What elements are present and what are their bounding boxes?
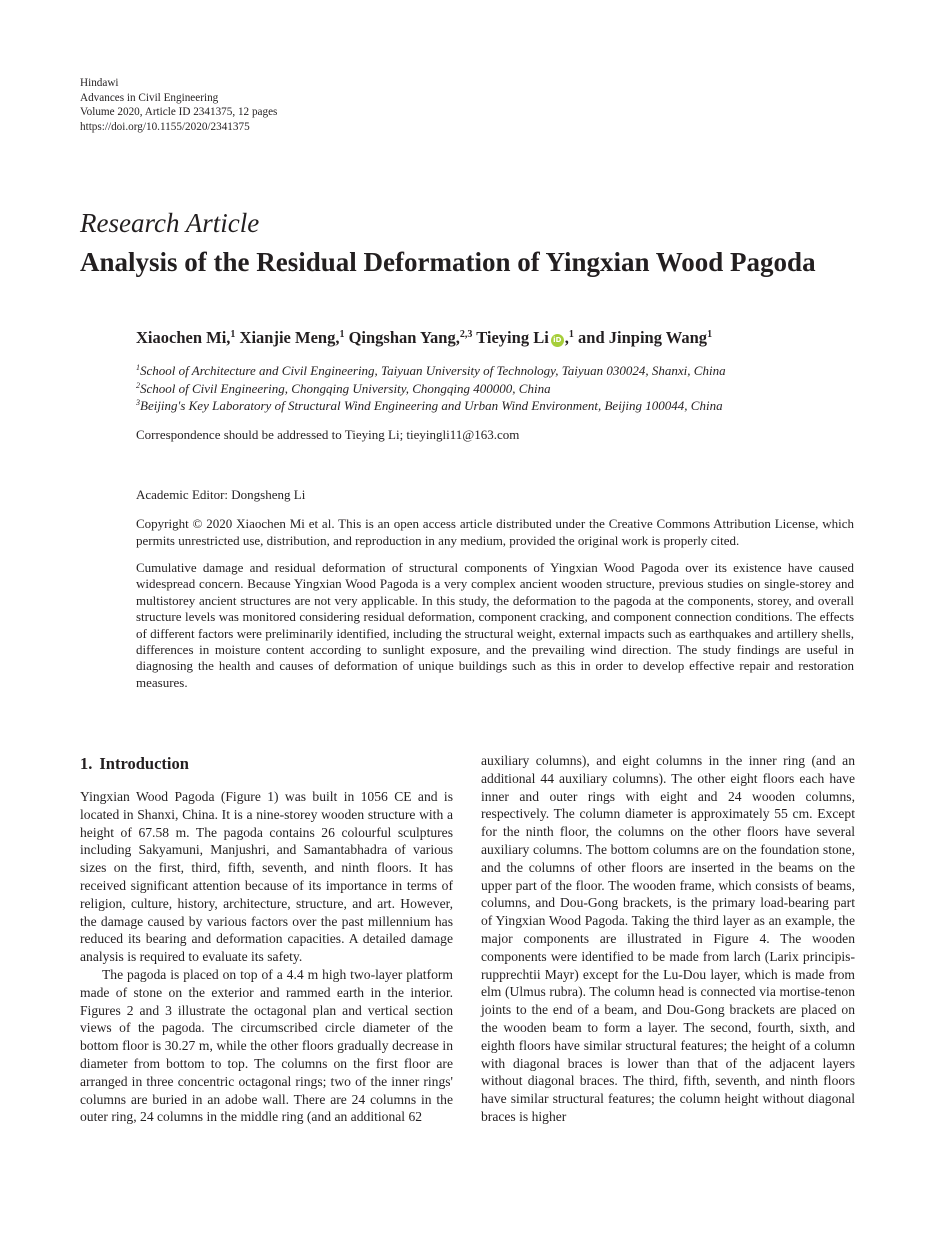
body-paragraph: The pagoda is placed on top of a 4.4 m high two-layer platform made of stone on the exterior and rammed earth in the interior. Figures 2 and 3 illustrate the octagonal plan and vertical section views of the pagoda. The circumscribed circle diameter of the bottom floor is 30.27 m, while the other floors gradually decrease in diameter from bottom to top. The columns on the first floor are arranged in three concentric octagonal rings; two of the inner rings' columns are buried in an adobe wall. There are 24 columns in the outer ring, 24 columns in the middle ring (and an additional 62 xyxy=(80,966,453,1125)
volume-info: Volume 2020, Article ID 2341375, 12 pages xyxy=(80,106,278,119)
affiliations xyxy=(136,362,726,415)
author: Xianjie Meng,$^1$ xyxy=(239,328,345,347)
article-title: Analysis of the Residual Deformation of Yingxian Wood Pagoda xyxy=(80,247,816,277)
journal-name: Advances in Civil Engineering xyxy=(80,91,219,104)
abstract: Cumulative damage and residual deformation of structural components of Yingxian Wood Pagoda over its existence have caused widespread concern. Because Yingxian Wood Pagoda is a very complex ancient wooden structure, previous studies on single-storey and multistorey ancient structures are not very applicable. In this study, the deformation to the pagoda at the components, storey, and overall structure levels was monitored considering residual deformation, component cracking, and component connection conditions. The effects of different factors were preliminarily identified, including the structural weight, external impacts such as earthquakes and artillery shells, differences in moisture content according to sunlight exposure, and the prevailing wind direction. The study findings are useful in diagnosing the health and causes of deformation of unique buildings such as this in order to develop effective repair and restoration measures. xyxy=(136,560,854,690)
affiliation: $^3$Beijing's Key Laboratory of Structural Wind Engineering and Urban Wind Environment, Beijing 100044, China xyxy=(136,398,723,413)
affiliation: $^2$School of Civil Engineering, Chongqing University, Chongqing 400000, China xyxy=(136,380,551,396)
author-list xyxy=(136,326,712,350)
author: Xiaochen Mi,$^1$ xyxy=(136,328,236,347)
body-paragraph: auxiliary columns), and eight columns in the inner ring (and an additional 44 auxiliary columns). The other eight floors each have inner and outer rings with eight and 24 wooden columns, respectively. The column diameter is approximately 55 cm. Except for the ninth floor, the columns on the other floors have several auxiliary columns. The bottom columns are on the foundation stone, and the columns of other floors are inserted in the beams on the upper part of the floor. The wooden frame, which consists of beams, columns, and Dou-Gong brackets, is the primary load-bearing part of Yingxian Wood Pagoda. Taking the third layer as an example, the major components are illustrated in Figure 4. The wooden components were identified to be made from larch (Larix principis-rupprechtii Mayr) except for the Lu-Dou layer, which is made from elm (Ulmus rubra). The column head is connected via mortise-tenon joints to the end of a beam, and Dou-Gong brackets are placed on the wooden beam to form a layer. The second, fourth, sixth, and eighth floors have similar structural features; the height of a column with diagonal braces is lower than that of the adjacent layers without diagonal braces. The third, fifth, seventh, and ninth floors have similar structural features; the column height without diagonal braces is higher xyxy=(481,753,855,1124)
author: Qingshan Yang,$^{2,3}$ xyxy=(348,328,473,347)
correspondence: Correspondence should be addressed to Tieying Li; tieyingli11@163.com xyxy=(136,427,520,442)
publication-header xyxy=(80,76,277,134)
section-heading xyxy=(80,753,189,775)
author: Tieying Li iD ,$^1$ xyxy=(476,328,574,347)
copyright-notice: Copyright © 2020 Xiaochen Mi et al. This is an open access article distributed under the Creative Commons Attribution License, which permits unrestricted use, distribution, and reproduction in any medium, provided the original work is properly cited. xyxy=(136,516,854,548)
body-paragraph: Yingxian Wood Pagoda (Figure 1) was built in 1056 CE and is located in Shanxi, China. It is a nine-storey wooden structure with a height of 67.58 m. The pagoda contains 26 colourful sculptures including Sakyamuni, Manjushri, and Samantabhadra of various sizes on the first, third, fifth, seventh, and ninth floors. It has received significant attention because of its importance in terms of religion, culture, history, architecture, structure, and art. However, the damage caused by various factors over the past millennium has reduced its bearing and deformation capacities. A detailed damage analysis is required to evaluate its safety. xyxy=(80,789,453,965)
article-type: Research Article xyxy=(80,208,260,238)
body-column-right xyxy=(481,752,855,1126)
doi-link[interactable]: https://doi.org/10.1155/2020/2341375 xyxy=(80,120,250,133)
affiliation: $^1$School of Architecture and Civil Engineering, Taiyuan University of Technology, Taiyuan 030024, Shanxi, China xyxy=(136,363,726,378)
author: and Jinping Wang$^1$ xyxy=(578,328,713,347)
body-column-left xyxy=(80,788,453,1126)
section-number: 1. xyxy=(80,754,93,773)
publisher-name: Hindawi xyxy=(80,77,119,89)
section-title: Introduction xyxy=(99,754,189,773)
academic-editor: Academic Editor: Dongsheng Li xyxy=(136,487,306,502)
orcid-icon[interactable]: iD xyxy=(551,334,564,347)
